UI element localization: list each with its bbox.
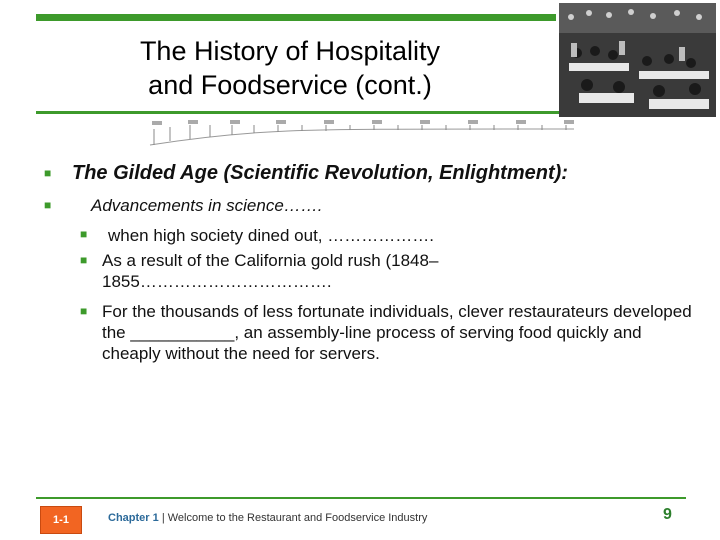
slide-title-line-2: and Foodservice (cont.): [148, 70, 432, 100]
footer-description: Welcome to the Restaurant and Foodservice Industry: [167, 512, 428, 524]
section-badge: 1-1: [40, 506, 82, 534]
sub-bullet-3: For the thousands of less fortunate individuals, clever restaurateurs developed the ___________, an assembly-line process of serving food quickly and cheaply without the need for servers.: [102, 302, 692, 363]
sub-bullet-2: As a result of the California gold rush (1848–1855…………………………….: [102, 251, 439, 291]
title-underline: [36, 111, 561, 114]
footer-chapter-info: [108, 512, 427, 524]
bullet-item: Advancements in science…….: [91, 196, 323, 215]
footer-chapter: Chapter 1: [108, 512, 159, 524]
footer-line: [36, 497, 686, 499]
banquet-photo-graphic: [559, 3, 716, 117]
slide-title: [40, 34, 540, 102]
sub-bullet-1: when high society dined out, ……………….: [108, 226, 434, 245]
square-bullet-icon: ■: [44, 166, 52, 180]
header-top-bar: [36, 14, 556, 21]
footer-separator: |: [161, 512, 165, 524]
square-bullet-icon: ■: [80, 227, 88, 241]
bullet-heading: The Gilded Age (Scientific Revolution, Enlightment):: [72, 162, 568, 184]
slide-title-line-1: The History of Hospitality: [139, 36, 441, 66]
timeline-graphic: [148, 119, 576, 149]
square-bullet-icon: ■: [80, 304, 88, 318]
square-bullet-icon: ■: [80, 253, 88, 267]
page-number: 9: [663, 506, 672, 523]
banquet-photo: [559, 3, 716, 117]
square-bullet-icon: ■: [44, 198, 52, 212]
